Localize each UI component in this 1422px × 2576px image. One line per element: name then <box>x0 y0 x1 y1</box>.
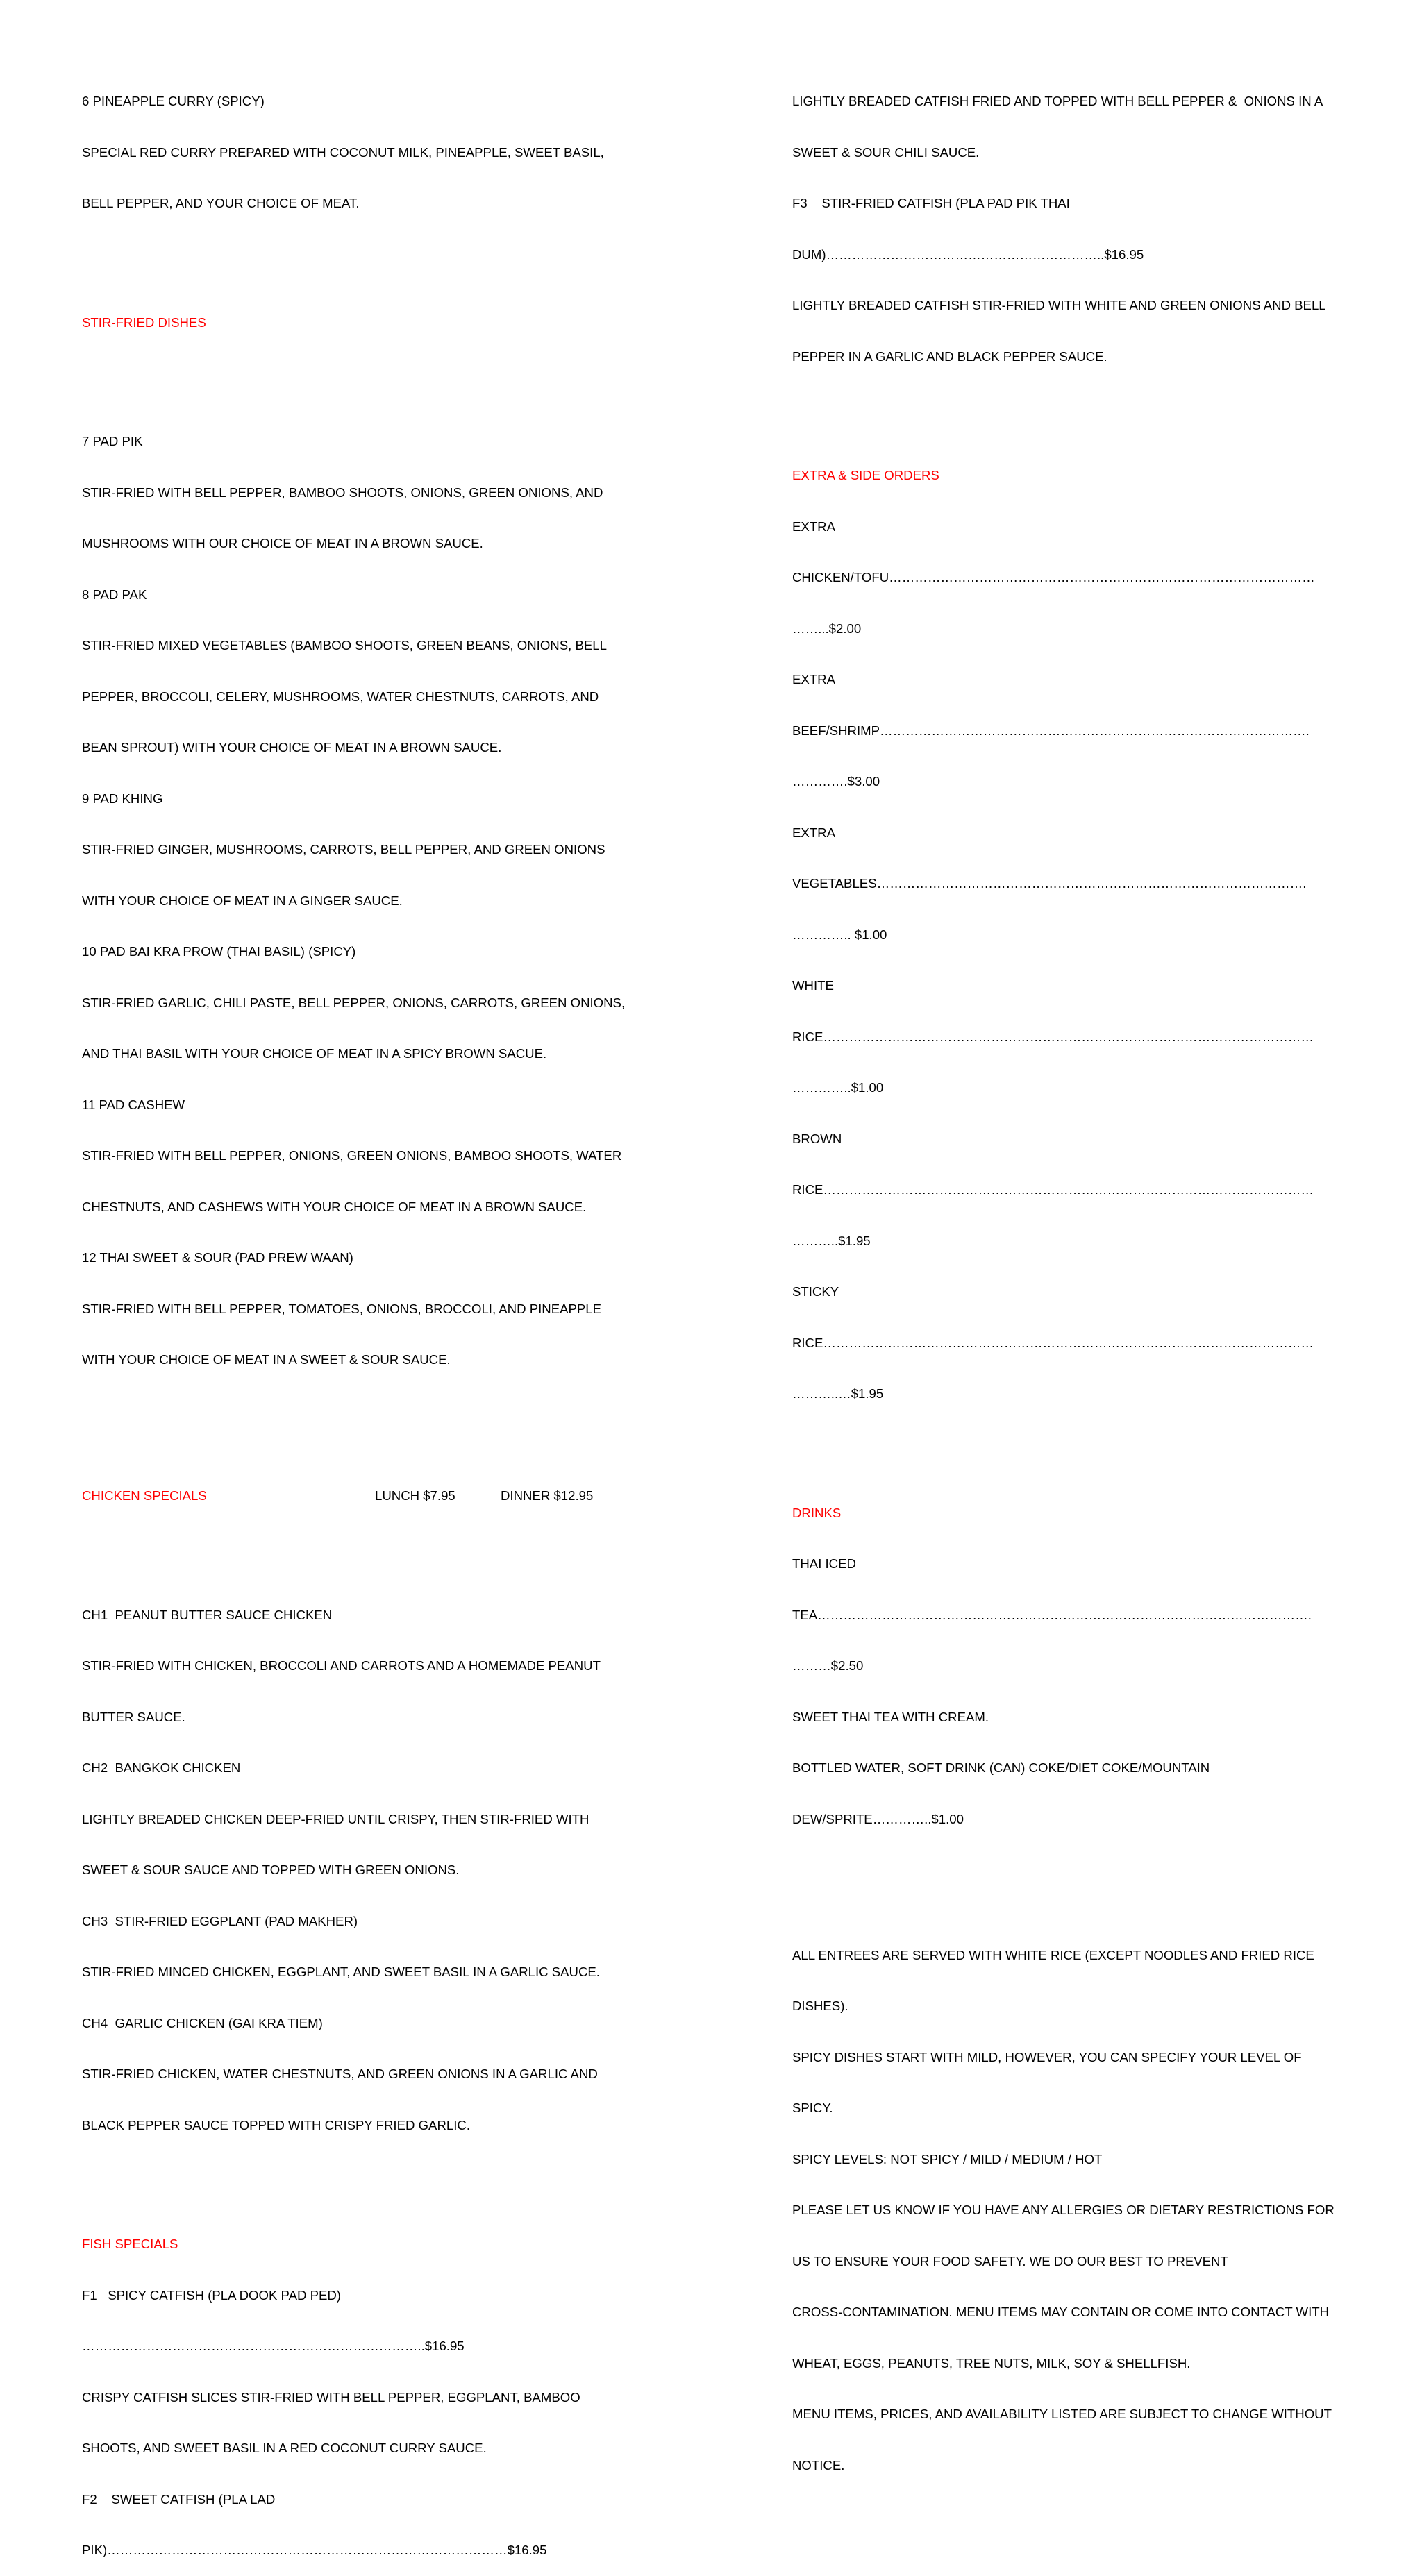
drink-label: BOTTLED WATER, SOFT DRINK (CAN) COKE/DIET COKE/MOUNTAIN <box>792 1760 1210 1775</box>
menu-item-description: AND THAI BASIL WITH YOUR CHOICE OF MEAT IN A SPICY BROWN SACUE. <box>82 1046 547 1061</box>
side-order-label: EXTRA <box>792 672 835 687</box>
menu-item-description: CHESTNUTS, AND CASHEWS WITH YOUR CHOICE OF MEAT IN A BROWN SAUCE. <box>82 1199 587 1214</box>
side-order-price: ………..$1.95 <box>792 1233 871 1248</box>
menu-item-price: DUM)………………………………………………………..$16.95 <box>792 246 1144 262</box>
spacer <box>82 365 637 382</box>
spacer <box>792 1437 1348 1454</box>
menu-item-title: 6 PINEAPPLE CURRY (SPICY) <box>82 94 265 108</box>
menu-note: CROSS-CONTAMINATION. MENU ITEMS MAY CONTAIN OR COME INTO CONTACT WITH <box>792 2305 1330 2319</box>
side-order-label: BEEF/SHRIMP………………………………………………………………………………………. <box>792 723 1310 738</box>
menu-item-description: PEPPER IN A GARLIC AND BLACK PEPPER SAUCE. <box>792 348 1107 364</box>
menu-note: SPICY LEVELS: NOT SPICY / MILD / MEDIUM / HOT <box>792 2151 1103 2166</box>
menu-item-description: WITH YOUR CHOICE OF MEAT IN A GINGER SAUCE. <box>82 893 403 908</box>
side-order-price: ………..…$1.95 <box>792 1386 884 1401</box>
left-column <box>82 59 637 2576</box>
lunch-price: LUNCH $7.95 <box>375 1488 455 1503</box>
menu-item-description: CRISPY CATFISH SLICES STIR-FRIED WITH BELL PEPPER, EGGPLANT, BAMBOO <box>82 2389 580 2405</box>
side-order-price: …………..$1.00 <box>792 1080 884 1095</box>
menu-item-title: F2 SWEET CATFISH (PLA LAD <box>82 2491 276 2507</box>
menu-item-title: 8 PAD PAK <box>82 587 147 602</box>
menu-item-title: CH4 GARLIC CHICKEN (GAI KRA TIEM) <box>82 2015 323 2030</box>
menu-item-title: CH1 PEANUT BUTTER SAUCE CHICKEN <box>82 1607 333 1622</box>
spacer <box>82 1403 637 1437</box>
menu-note: PLEASE LET US KNOW IF YOU HAVE ANY ALLERGIES OR DIETARY RESTRICTIONS FOR <box>792 2203 1335 2217</box>
menu-item-description: SHOOTS, AND SWEET BASIL IN A RED COCONUT CURRY SAUCE. <box>82 2441 487 2455</box>
menu-item-title: 10 PAD BAI KRA PROW (THAI BASIL) (SPICY) <box>82 944 356 959</box>
side-order-label: EXTRA <box>792 519 835 534</box>
side-order-price: ………….$3.00 <box>792 774 880 789</box>
menu-item-description: WITH YOUR CHOICE OF MEAT IN A SWEET & SOUR SAUCE. <box>82 1352 451 1367</box>
menu-note: MENU ITEMS, PRICES, AND AVAILABILITY LISTED ARE SUBJECT TO CHANGE WITHOUT <box>792 2407 1332 2421</box>
menu-item-title: 7 PAD PIK <box>82 434 143 448</box>
spacer <box>82 2168 637 2185</box>
menu-note: ALL ENTREES ARE SERVED WITH WHITE RICE (EXCEPT NOODLES AND FRIED RICE <box>792 1947 1314 1962</box>
menu-note: US TO ENSURE YOUR FOOD SAFETY. WE DO OUR BEST TO PREVENT <box>792 2253 1228 2268</box>
menu-item-description: STIR-FRIED MIXED VEGETABLES (BAMBOO SHOOTS, GREEN BEANS, ONIONS, BELL <box>82 638 607 653</box>
menu-item-title: 11 PAD CASHEW <box>82 1097 185 1112</box>
drink-price: ………$2.50 <box>792 1658 864 1673</box>
menu-note: NOTICE. <box>792 2457 845 2473</box>
side-order-price: ……...$2.00 <box>792 621 862 636</box>
side-order-label: RICE…………………………………………………………………………………………………… <box>792 1182 1314 1197</box>
spacer <box>792 399 1348 416</box>
menu-item-title: CH3 STIR-FRIED EGGPLANT (PAD MAKHER) <box>82 1913 358 1928</box>
side-order-label: CHICKEN/TOFU……………………………………………………………………………………… <box>792 570 1315 584</box>
menu-item-description: STIR-FRIED WITH CHICKEN, BROCCOLI AND CARROTS AND A HOMEMADE PEANUT <box>82 1658 601 1673</box>
side-order-label: VEGETABLES………………………………………………………………………………………. <box>792 876 1307 891</box>
menu-item-title: 9 PAD KHING <box>82 791 163 806</box>
menu-item-description: SWEET & SOUR SAUCE AND TOPPED WITH GREEN ONIONS. <box>82 1862 460 1877</box>
menu-item-description: STIR-FRIED CHICKEN, WATER CHESTNUTS, AND GREEN ONIONS IN A GARLIC AND <box>82 2066 598 2081</box>
side-order-label: RICE…………………………………………………………………………………………………… <box>792 1335 1314 1350</box>
menu-item-title: 12 THAI SWEET & SOUR (PAD PREW WAAN) <box>82 1250 353 1265</box>
menu-item-description: STIR-FRIED WITH BELL PEPPER, TOMATOES, ONIONS, BROCCOLI, AND PINEAPPLE <box>82 1301 602 1316</box>
dinner-price: DINNER $12.95 <box>501 1488 594 1503</box>
menu-item-description: SWEET & SOUR CHILI SAUCE. <box>792 144 980 160</box>
drink-description: SWEET THAI TEA WITH CREAM. <box>792 1709 989 1724</box>
menu-item-title: F1 SPICY CATFISH (PLA DOOK PAD PED) <box>82 2287 341 2303</box>
menu-item-description: PEPPER, BROCCOLI, CELERY, MUSHROOMS, WATER CHESTNUTS, CARROTS, AND <box>82 689 599 704</box>
menu-item-title: F3 STIR-FRIED CATFISH (PLA PAD PIK THAI <box>792 196 1070 210</box>
drink-label: THAI ICED <box>792 1556 856 1571</box>
menu-note: WHEAT, EGGS, PEANUTS, TREE NUTS, MILK, SOY & SHELLFISH. <box>792 2355 1191 2371</box>
side-order-label: EXTRA <box>792 825 835 840</box>
menu-item-description: STIR-FRIED WITH BELL PEPPER, ONIONS, GREEN ONIONS, BAMBOO SHOOTS, WATER <box>82 1148 622 1163</box>
section-heading-stir-fried: STIR-FRIED DISHES <box>82 314 206 330</box>
menu-note: SPICY. <box>792 2101 833 2115</box>
spacer <box>792 1862 1348 1896</box>
side-order-label: STICKY <box>792 1284 839 1299</box>
section-heading-chicken: CHICKEN SPECIALS <box>82 1488 207 1503</box>
side-order-label: BROWN <box>792 1131 842 1146</box>
chicken-specials-header <box>82 1488 637 1573</box>
menu-item-description: STIR-FRIED GARLIC, CHILI PASTE, BELL PEPPER, ONIONS, CARROTS, GREEN ONIONS, <box>82 995 626 1010</box>
drink-label: TEA……………………………………………………………………………………………………. <box>792 1607 1312 1622</box>
menu-item-description: LIGHTLY BREADED CATFISH FRIED AND TOPPED WITH BELL PEPPER & ONIONS IN A <box>792 94 1323 108</box>
menu-item-price: ……………………………………………………………………..$16.95 <box>82 2339 465 2353</box>
spacer <box>82 246 637 264</box>
section-heading-fish: FISH SPECIALS <box>82 2237 178 2251</box>
menu-item-title: CH2 BANGKOK CHICKEN <box>82 1760 241 1775</box>
menu-note: SPICY DISHES START WITH MILD, HOWEVER, YOU CAN SPECIFY YOUR LEVEL OF <box>792 2049 1302 2064</box>
side-order-label: WHITE <box>792 978 834 993</box>
section-heading-extra: EXTRA & SIDE ORDERS <box>792 468 939 482</box>
menu-item-description: BUTTER SAUCE. <box>82 1709 185 1724</box>
section-heading-drinks: DRINKS <box>792 1505 842 1520</box>
menu-item-description: LIGHTLY BREADED CATFISH STIR-FRIED WITH WHITE AND GREEN ONIONS AND BELL <box>792 298 1326 312</box>
drink-price: DEW/SPRITE…………..$1.00 <box>792 1811 964 1826</box>
menu-item-description: MUSHROOMS WITH OUR CHOICE OF MEAT IN A BROWN SAUCE. <box>82 536 483 550</box>
side-order-price: ………….. $1.00 <box>792 927 887 942</box>
menu-item-description: BEAN SPROUT) WITH YOUR CHOICE OF MEAT IN A BROWN SAUCE. <box>82 740 502 755</box>
menu-item-price: PIK)…………………………………………………………………………………$16.95 <box>82 2543 547 2557</box>
menu-item-description: STIR-FRIED GINGER, MUSHROOMS, CARROTS, BELL PEPPER, AND GREEN ONIONS <box>82 842 605 857</box>
menu-item-description: BLACK PEPPER SAUCE TOPPED WITH CRISPY FRIED GARLIC. <box>82 2117 470 2132</box>
menu-item-description: BELL PEPPER, AND YOUR CHOICE OF MEAT. <box>82 196 360 210</box>
menu-note: DISHES). <box>792 1998 848 2013</box>
menu-item-description: STIR-FRIED WITH BELL PEPPER, BAMBOO SHOOTS, ONIONS, GREEN ONIONS, AND <box>82 485 603 500</box>
menu-item-description: SPECIAL RED CURRY PREPARED WITH COCONUT MILK, PINEAPPLE, SWEET BASIL, <box>82 144 604 160</box>
side-order-label: RICE…………………………………………………………………………………………………… <box>792 1029 1314 1044</box>
menu-item-description: LIGHTLY BREADED CHICKEN DEEP-FRIED UNTIL CRISPY, THEN STIR-FRIED WITH <box>82 1811 589 1826</box>
menu-item-description: STIR-FRIED MINCED CHICKEN, EGGPLANT, AND SWEET BASIL IN A GARLIC SAUCE. <box>82 1964 600 1979</box>
right-column <box>792 59 1348 2491</box>
